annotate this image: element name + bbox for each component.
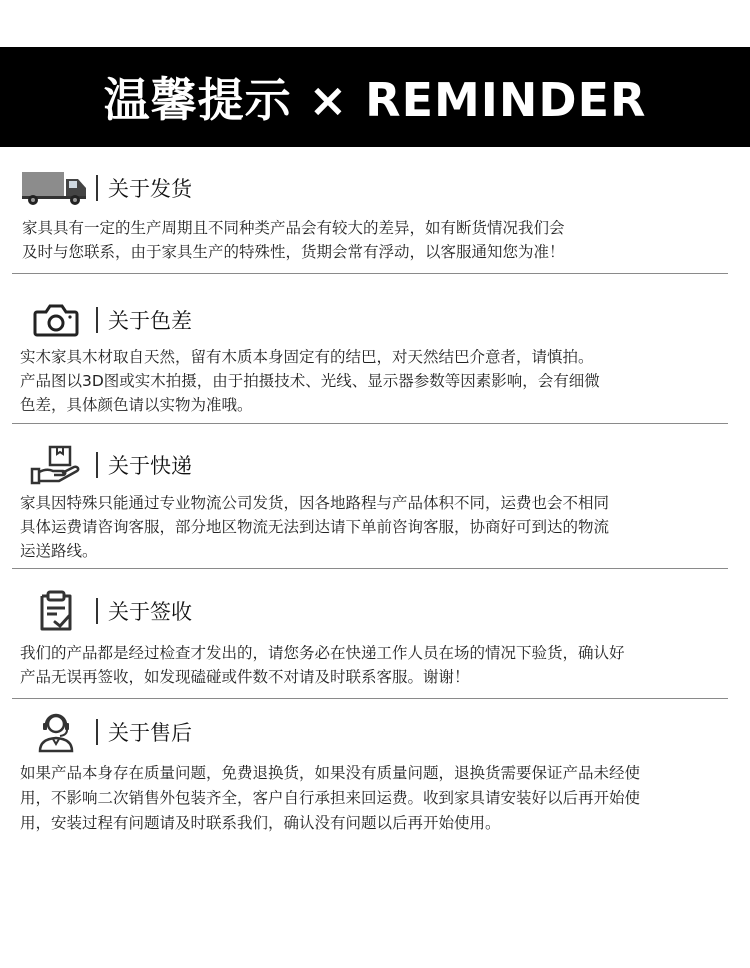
divider-bar	[96, 598, 98, 624]
section-color	[20, 300, 726, 417]
banner-title: 温馨提示 × REMINDER	[103, 73, 647, 127]
section-body	[20, 216, 726, 264]
section-body	[20, 641, 726, 689]
package-hand-icon	[20, 445, 92, 485]
clipboard-check-icon	[20, 591, 92, 631]
section-header	[20, 300, 726, 340]
body-line: 用，不影响二次销售外包装齐全，客户自行承担来回运费。收到家具请安装好以后再开始使	[20, 789, 641, 807]
section-header	[20, 445, 726, 485]
section-shipping	[20, 168, 726, 264]
section-header	[20, 168, 726, 208]
body-line: 运送路线。	[20, 542, 98, 560]
section-receipt	[20, 591, 726, 689]
body-line: 用，安装过程有问题请及时联系我们，确认没有问题以后再开始使用。	[20, 814, 501, 832]
divider-bar	[96, 175, 98, 201]
truck-icon	[20, 168, 92, 208]
camera-icon	[20, 300, 92, 340]
section-divider	[12, 698, 728, 699]
section-title: 关于快递	[108, 454, 192, 478]
body-line: 产品图以3D图或实木拍摄，由于拍摄技术、光线、显示器参数等因素影响，会有细微	[20, 372, 600, 390]
section-header	[20, 591, 726, 631]
section-divider	[12, 568, 728, 569]
section-after-sales	[20, 712, 726, 836]
body-line: 家具具有一定的生产周期且不同种类产品会有较大的差异，如有断货情况我们会	[22, 219, 565, 237]
section-body	[20, 761, 726, 836]
section-title: 关于签收	[108, 600, 192, 624]
body-line: 家具因特殊只能通过专业物流公司发货，因各地路程与产品体积不同，运费也会不相同	[20, 494, 610, 512]
body-line: 具体运费请咨询客服，部分地区物流无法到达请下单前咨询客服，协商好可到达的物流	[20, 518, 610, 536]
section-body	[20, 491, 726, 563]
divider-bar	[96, 307, 98, 333]
section-header	[20, 712, 726, 752]
section-divider	[12, 273, 728, 274]
section-title: 关于发货	[108, 177, 192, 201]
body-line: 实木家具木材取自天然，留有木质本身固定有的结巴，对天然结巴介意者，请慎拍。	[20, 348, 594, 366]
section-delivery	[20, 445, 726, 563]
section-title: 关于色差	[108, 309, 192, 333]
body-line: 色差，具体颜色请以实物为准哦。	[20, 396, 253, 414]
divider-bar	[96, 719, 98, 745]
body-line: 及时与您联系，由于家具生产的特殊性，货期会常有浮动，以客服通知您为准！	[22, 243, 565, 261]
body-line: 如果产品本身存在质量问题，免费退换货，如果没有质量问题，退换货需要保证产品未经使	[20, 764, 641, 782]
body-line: 产品无误再签收，如发现磕碰或件数不对请及时联系客服。谢谢！	[20, 668, 470, 686]
section-divider	[12, 423, 728, 424]
customer-service-icon	[20, 712, 92, 752]
body-line: 我们的产品都是经过检查才发出的，请您务必在快递工作人员在场的情况下验货，确认好	[20, 644, 625, 662]
reminder-banner	[0, 47, 750, 147]
section-title: 关于售后	[108, 721, 192, 745]
section-body	[20, 345, 726, 417]
divider-bar	[96, 452, 98, 478]
